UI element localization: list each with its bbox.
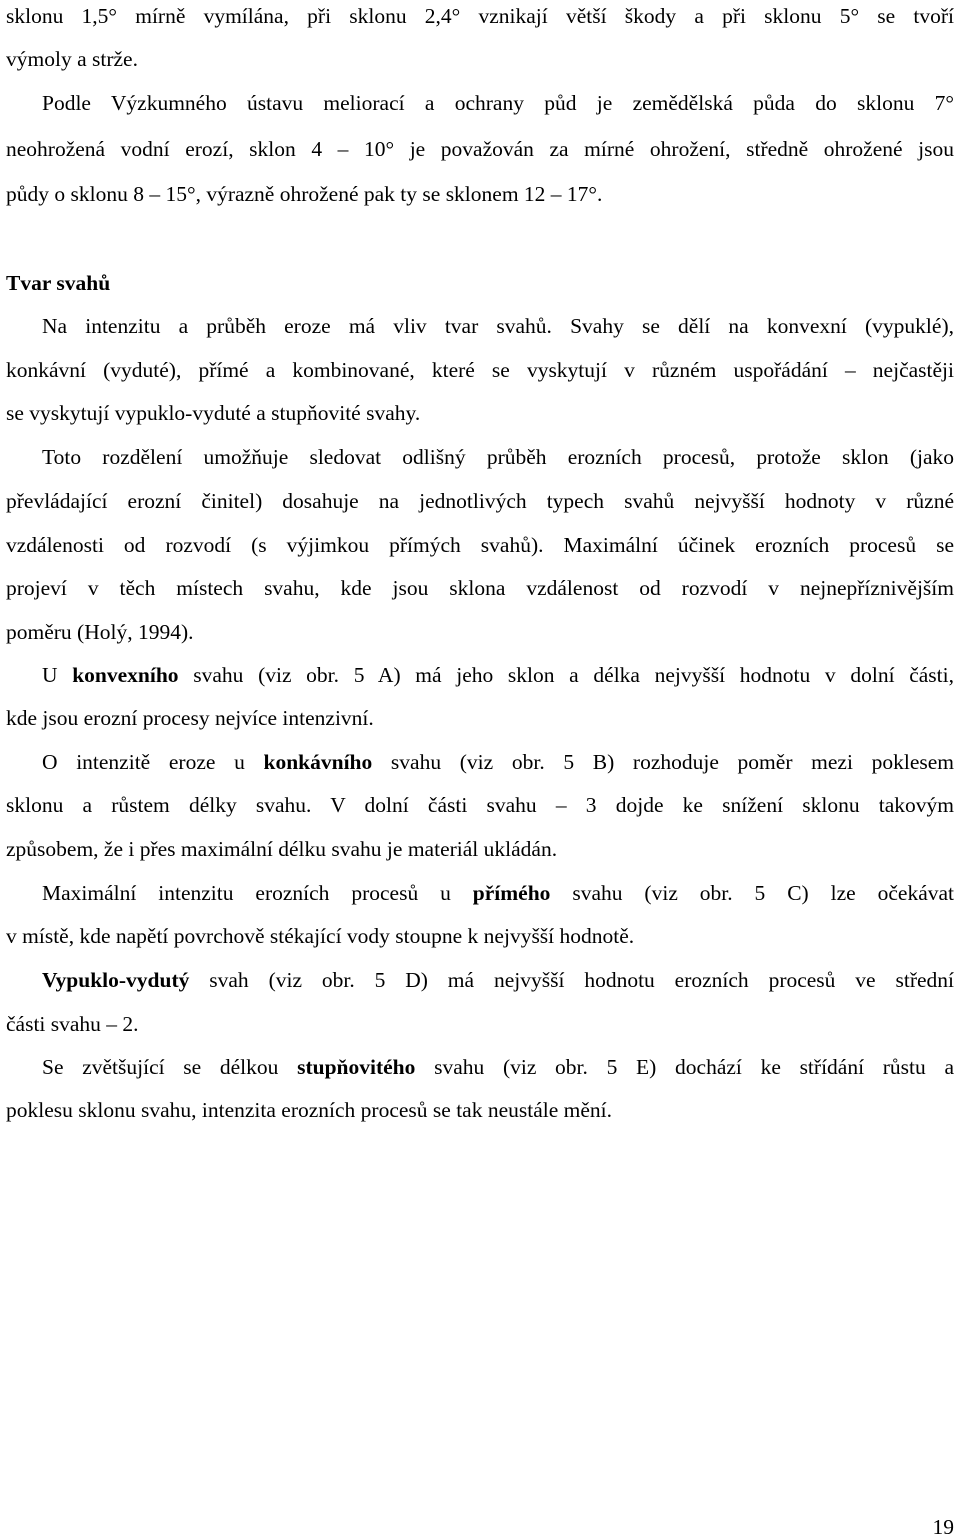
bold-term: přímého <box>472 881 551 905</box>
bold-term: Vypuklo-vydutý <box>42 968 190 992</box>
bold-term: konvexního <box>72 663 179 687</box>
text-fragment: svahu (viz obr. 5 B) rozhoduje poměr mezi poklesem <box>372 750 954 774</box>
text-line: sklonu 1,5° mírně vymílána, při sklonu 2,4° vznikají větší škody a při sklonu 5° se tvoří <box>6 4 954 28</box>
text-fragment: Se zvětšující se délkou <box>42 1055 298 1079</box>
text-line: převládající erozní činitel) dosahuje na jednotlivých typech svahů nejvyšší hodnoty v různé <box>6 489 954 513</box>
text-line: neohrožená vodní erozí, sklon 4 – 10° je považován za mírné ohrožení, středně ohrožené jsou <box>6 137 954 161</box>
text-line-stepped <box>6 1054 954 1080</box>
text-line: kde jsou erozní procesy nejvíce intenzivní. <box>6 706 374 730</box>
bold-term: konkávního <box>263 750 373 774</box>
section-heading: Tvar svahů <box>6 271 111 295</box>
text-fragment: svahu (viz obr. 5 E) dochází ke střídání růstu a <box>415 1055 954 1079</box>
text-line: se vyskytují vypuklo-vyduté a stupňovité svahy. <box>6 401 421 425</box>
text-line: vzdálenosti od rozvodí (s výjimkou přímých svahů). Maximální účinek erozních procesů se <box>6 533 954 557</box>
text-line-concave <box>6 749 954 775</box>
text-fragment: Maximální intenzitu erozních procesů u <box>42 881 473 905</box>
text-fragment: svah (viz obr. 5 D) má nejvyšší hodnotu erozních procesů ve střední <box>189 968 954 992</box>
text-fragment: U <box>42 663 73 687</box>
text-line: v místě, kde napětí povrchově stékající vody stoupne k nejvyšší hodnotě. <box>6 924 635 948</box>
text-line: Podle Výzkumného ústavu meliorací a ochrany půd je zemědělská půda do sklonu 7° <box>42 91 954 115</box>
text-line: Na intenzitu a průběh eroze má vliv tvar svahů. Svahy se dělí na konvexní (vypuklé), <box>42 314 954 338</box>
text-line-convex <box>6 662 954 688</box>
text-line: konkávní (vyduté), přímé a kombinované, které se vyskytují v různém uspořádání – nejčastěji <box>6 358 954 382</box>
text-fragment: O intenzitě eroze u <box>42 750 264 774</box>
text-fragment: svahu (viz obr. 5 A) má jeho sklon a délka nejvyšší hodnotu v dolní části, <box>178 663 954 687</box>
bold-term: stupňovitého <box>297 1055 416 1079</box>
text-line: poměru (Holý, 1994). <box>6 620 194 644</box>
text-line: způsobem, že i přes maximální délku svahu je materiál ukládán. <box>6 837 558 861</box>
text-line: části svahu – 2. <box>6 1012 139 1036</box>
text-line: půdy o sklonu 8 – 15°, výrazně ohrožené pak ty se sklonem 12 – 17°. <box>6 182 603 206</box>
text-fragment: svahu (viz obr. 5 C) lze očekávat <box>550 881 955 905</box>
text-line: výmoly a strže. <box>6 47 138 71</box>
page-number: 19 <box>932 1515 954 1539</box>
text-line: projeví v těch místech svahu, kde jsou sklona vzdálenost od rozvodí v nejnepříznivějším <box>6 576 954 600</box>
text-line: Toto rozdělení umožňuje sledovat odlišný průběh erozních procesů, protože sklon (jako <box>42 445 954 469</box>
text-line-straight <box>6 880 954 906</box>
text-line: sklonu a růstem délky svahu. V dolní části svahu – 3 dojde ke snížení sklonu takovým <box>6 793 954 817</box>
text-line-convex-concave <box>6 967 954 993</box>
text-line: poklesu sklonu svahu, intenzita erozních procesů se tak neustále mění. <box>6 1098 613 1122</box>
